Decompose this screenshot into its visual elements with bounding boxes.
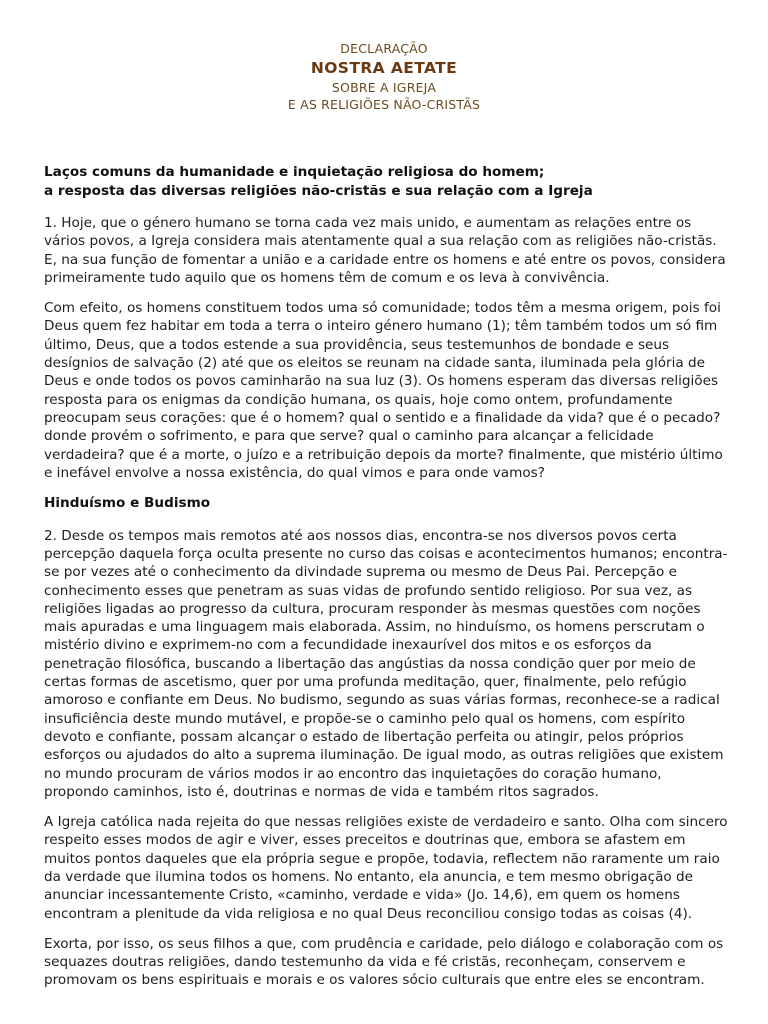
paragraph-4: A Igreja católica nada rejeita do que nessas religiões existe de verdadeiro e santo. Olha com sincero respeito esses modos de agir e viver, esses preceitos e doutrinas que, embora se afastem em muitos pontos daqueles que ela própria segue e propõe, todavia, reflectem não raramente um raio da verdade que ilumina todos os homens. No entanto, ela anuncia, e tem mesmo obrigação de anunciar incessantemente Cristo, «caminho, verdade e vida» (Jo. 14,6), em quem os homens encontram a plenitude da vida religiosa e no qual Deus reconciliou consigo todas as coisas (4).: [44, 814, 728, 922]
section-title-hinduism-buddhism: Hinduísmo e Budismo: [44, 495, 211, 512]
header-subtitle-1: SOBRE A IGREJA: [331, 80, 437, 95]
section-title-line-2: a resposta das diversas religiões não-cristãs e sua relação com a Igreja: [44, 182, 593, 199]
document-header: [0, 40, 768, 113]
section-title-line-1: Laços comuns da humanidade e inquietação religiosa do homem;: [44, 164, 545, 180]
section-title-common-bonds: [44, 163, 728, 200]
paragraph-1: 1. Hoje, que o género humano se torna cada vez mais unido, e aumentam as relações entre os vários povos, a Igreja considera mais atentamente qual a sua relação com as religiões não-cristãs. E, na sua função de fomentar a união e a caridade entre os homens e até entre os povos, considera primeiramente tudo aquilo que os homens têm de comum e os leva à convivência.: [44, 215, 726, 286]
document-body: [44, 163, 728, 1002]
paragraph-2: Com efeito, os homens constituem todos uma só comunidade; todos têm a mesma origem, pois foi Deus quem fez habitar em toda a terra o inteiro género humano (1); têm também todos um só fim último, Deus, que a todos estende a sua providência, seus testemunhos de bondade e seus desígnios de salvação (2) até que os eleitos se reunam na cidade santa, iluminada pela glória de Deus e onde todos os povos caminharão na sua luz (3). Os homens esperam das diversas religiões resposta para os enigmas da condição humana, os quais, hoje como ontem, profundamente preocupam seus corações: que é o homem? qual o sentido e a finalidade da vida? que é o pecado? donde provém o sofrimento, e para que serve? qual o caminho para alcançar a felicidade verdadeira? que é a morte, o juízo e a retribuição depois da morte? finalmente, que mistério último e inefável envolve a nossa existência, do qual vimos e para onde vamos?: [44, 300, 723, 481]
document-title: NOSTRA AETATE: [310, 59, 458, 77]
header-declaration: DECLARAÇÃO: [340, 41, 428, 56]
paragraph-3: 2. Desde os tempos mais remotos até aos nossos dias, encontra-se nos diversos povos certa percepção daquela força oculta presente no curso das coisas e acontecimentos humanos; encontra-se por vezes até o conhecimento da divindade suprema ou mesmo de Deus Pai. Percepção e conhecimento esses que penetram as suas vidas de profundo sentido religioso. Por sua vez, as religiões ligadas ao progresso da cultura, procuram responder às mesmas questões com noções mais apuradas e uma linguagem mais elaborada. Assim, no hinduísmo, os homens perscrutam o mistério divino e exprimem-no com a fecundidade inexaurível dos mitos e os esforços da penetração filosófica, buscando a libertação das angústias da nossa condição quer por meio de certas formas de ascetismo, quer por uma profunda meditação, quer, finalmente, pelo refúgio amoroso e confiante em Deus. No budismo, segundo as suas várias formas, reconhece-se a radical insuficiência deste mundo mutável, e propõe-se o caminho pelo qual os homens, com espírito devoto e confiante, possam alcançar o estado de libertação perfeita ou atingir, pelos próprios esforços ou ajudados do alto a suprema iluminação. De igual modo, as outras religiões que existem no mundo procuram de vários modos ir ao encontro das inquietações do coração humano, propondo caminhos, isto é, doutrinas e normas de vida e também ritos sagrados.: [44, 527, 728, 800]
paragraph-5: Exorta, por isso, os seus filhos a que, com prudência e caridade, pelo diálogo e colaboração com os sequazes doutras religiões, dando testemunho da vida e fé cristãs, reconheçam, conservem e promovam os bens espirituais e morais e os valores sócio culturais que entre eles se encontram.: [44, 935, 724, 989]
header-subtitle-2: E AS RELIGIÕES NÃO-CRISTÃS: [287, 97, 481, 112]
